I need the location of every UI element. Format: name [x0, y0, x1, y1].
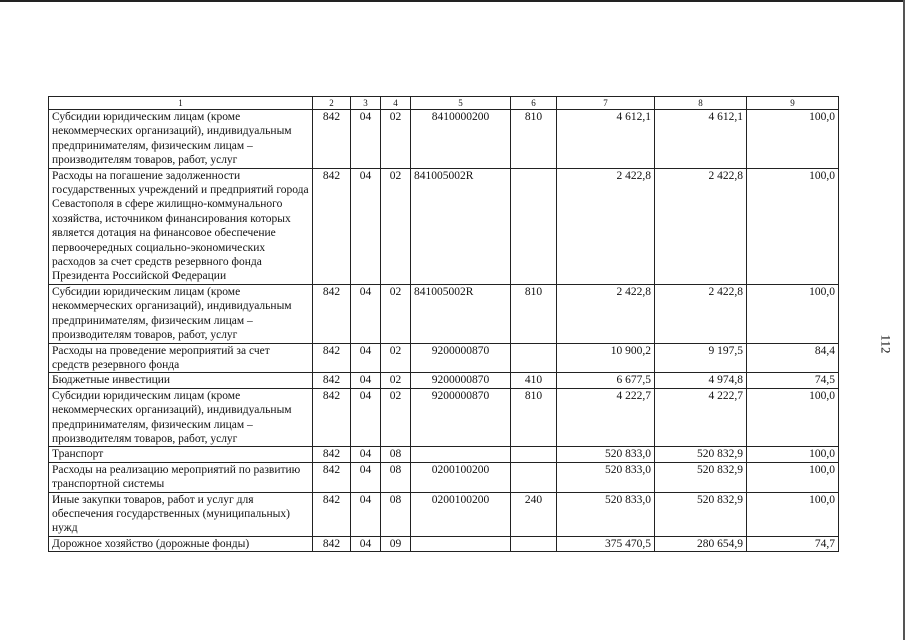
- header-col-7: 7: [557, 97, 655, 110]
- row-subsection: 02: [381, 284, 411, 343]
- row-name: Иные закупки товаров, работ и услуг для обеспечения государственных (муниципальных) нужд: [49, 492, 313, 536]
- row-percent: 100,0: [747, 462, 839, 492]
- row-percent: 84,4: [747, 343, 839, 373]
- row-target-article: 9200000870: [411, 373, 511, 388]
- row-section: 04: [351, 492, 381, 536]
- row-section: 04: [351, 447, 381, 462]
- row-executed: 2 422,8: [655, 284, 747, 343]
- table-row: [49, 343, 839, 373]
- budget-table: [48, 96, 839, 552]
- row-percent: 74,7: [747, 536, 839, 551]
- row-expense-type: 810: [511, 284, 557, 343]
- row-name: Расходы на погашение задолженности государственных учреждений и предприятий города Севастополя в сфере жилищно-коммунального хозяйства, источником финансирования которых является дотация на финансовое обеспечение первоочередных социально-экономических расходов за счет средств резервного фонда Президента Российской Федерации: [49, 168, 313, 284]
- row-subsection: 08: [381, 462, 411, 492]
- row-subsection: 02: [381, 168, 411, 284]
- row-planned: 520 833,0: [557, 447, 655, 462]
- row-planned: 6 677,5: [557, 373, 655, 388]
- row-section: 04: [351, 343, 381, 373]
- row-expense-type: [511, 343, 557, 373]
- table-row: [49, 536, 839, 551]
- row-target-article: 0200100200: [411, 492, 511, 536]
- row-planned: 4 612,1: [557, 110, 655, 169]
- row-target-article: 0200100200: [411, 462, 511, 492]
- row-target-article: [411, 447, 511, 462]
- table-row: [49, 168, 839, 284]
- table-row: [49, 492, 839, 536]
- row-ministry-code: 842: [313, 462, 351, 492]
- row-expense-type: 810: [511, 110, 557, 169]
- row-subsection: 02: [381, 110, 411, 169]
- row-expense-type: [511, 168, 557, 284]
- row-name: Субсидии юридическим лицам (кроме некоммерческих организаций), индивидуальным предпринимателям, физическим лицам – производителям товаров, работ, услуг: [49, 110, 313, 169]
- row-ministry-code: 842: [313, 536, 351, 551]
- row-subsection: 09: [381, 536, 411, 551]
- row-ministry-code: 842: [313, 168, 351, 284]
- row-executed: 520 832,9: [655, 447, 747, 462]
- row-expense-type: [511, 462, 557, 492]
- row-section: 04: [351, 168, 381, 284]
- row-name: Расходы на реализацию мероприятий по развитию транспортной системы: [49, 462, 313, 492]
- row-expense-type: 810: [511, 388, 557, 447]
- row-executed: 4 222,7: [655, 388, 747, 447]
- table-row: [49, 462, 839, 492]
- row-target-article: 8410000200: [411, 110, 511, 169]
- row-target-article: 9200000870: [411, 388, 511, 447]
- row-name: Бюджетные инвестиции: [49, 373, 313, 388]
- row-section: 04: [351, 373, 381, 388]
- row-executed: 520 832,9: [655, 492, 747, 536]
- row-ministry-code: 842: [313, 447, 351, 462]
- row-percent: 100,0: [747, 168, 839, 284]
- row-expense-type: [511, 536, 557, 551]
- row-subsection: 02: [381, 343, 411, 373]
- row-planned: 2 422,8: [557, 284, 655, 343]
- row-executed: 9 197,5: [655, 343, 747, 373]
- row-ministry-code: 842: [313, 110, 351, 169]
- row-percent: 100,0: [747, 284, 839, 343]
- row-subsection: 02: [381, 388, 411, 447]
- table-row: [49, 388, 839, 447]
- row-executed: 520 832,9: [655, 462, 747, 492]
- header-col-1: 1: [49, 97, 313, 110]
- row-executed: 4 612,1: [655, 110, 747, 169]
- header-col-9: 9: [747, 97, 839, 110]
- row-name: Субсидии юридическим лицам (кроме некоммерческих организаций), индивидуальным предпринимателям, физическим лицам – производителям товаров, работ, услуг: [49, 284, 313, 343]
- page-number: 112: [878, 334, 894, 354]
- row-planned: 520 833,0: [557, 462, 655, 492]
- row-target-article: [411, 536, 511, 551]
- row-section: 04: [351, 388, 381, 447]
- row-ministry-code: 842: [313, 388, 351, 447]
- row-planned: 10 900,2: [557, 343, 655, 373]
- row-planned: 375 470,5: [557, 536, 655, 551]
- row-percent: 100,0: [747, 388, 839, 447]
- row-percent: 74,5: [747, 373, 839, 388]
- row-ministry-code: 842: [313, 492, 351, 536]
- table-row: [49, 110, 839, 169]
- row-planned: 4 222,7: [557, 388, 655, 447]
- row-executed: 280 654,9: [655, 536, 747, 551]
- header-col-8: 8: [655, 97, 747, 110]
- table-row: [49, 284, 839, 343]
- row-ministry-code: 842: [313, 373, 351, 388]
- row-percent: 100,0: [747, 110, 839, 169]
- row-name: Субсидии юридическим лицам (кроме некоммерческих организаций), индивидуальным предпринимателям, физическим лицам – производителям товаров, работ, услуг: [49, 388, 313, 447]
- row-name: Дорожное хозяйство (дорожные фонды): [49, 536, 313, 551]
- page-top-border: [0, 0, 905, 2]
- row-subsection: 02: [381, 373, 411, 388]
- row-percent: 100,0: [747, 492, 839, 536]
- row-section: 04: [351, 110, 381, 169]
- row-percent: 100,0: [747, 447, 839, 462]
- row-executed: 4 974,8: [655, 373, 747, 388]
- row-section: 04: [351, 462, 381, 492]
- row-target-article: 841005002R: [411, 284, 511, 343]
- header-col-4: 4: [381, 97, 411, 110]
- row-planned: 2 422,8: [557, 168, 655, 284]
- header-col-5: 5: [411, 97, 511, 110]
- header-col-6: 6: [511, 97, 557, 110]
- header-col-3: 3: [351, 97, 381, 110]
- row-planned: 520 833,0: [557, 492, 655, 536]
- row-expense-type: 410: [511, 373, 557, 388]
- row-executed: 2 422,8: [655, 168, 747, 284]
- row-name: Транспорт: [49, 447, 313, 462]
- row-target-article: 841005002R: [411, 168, 511, 284]
- row-section: 04: [351, 536, 381, 551]
- header-col-2: 2: [313, 97, 351, 110]
- row-subsection: 08: [381, 447, 411, 462]
- table-row: [49, 373, 839, 388]
- row-subsection: 08: [381, 492, 411, 536]
- row-section: 04: [351, 284, 381, 343]
- row-ministry-code: 842: [313, 343, 351, 373]
- header-row: [49, 97, 839, 110]
- row-expense-type: 240: [511, 492, 557, 536]
- table-row: [49, 447, 839, 462]
- row-ministry-code: 842: [313, 284, 351, 343]
- row-name: Расходы на проведение мероприятий за счет средств резервного фонда: [49, 343, 313, 373]
- row-target-article: 9200000870: [411, 343, 511, 373]
- row-expense-type: [511, 447, 557, 462]
